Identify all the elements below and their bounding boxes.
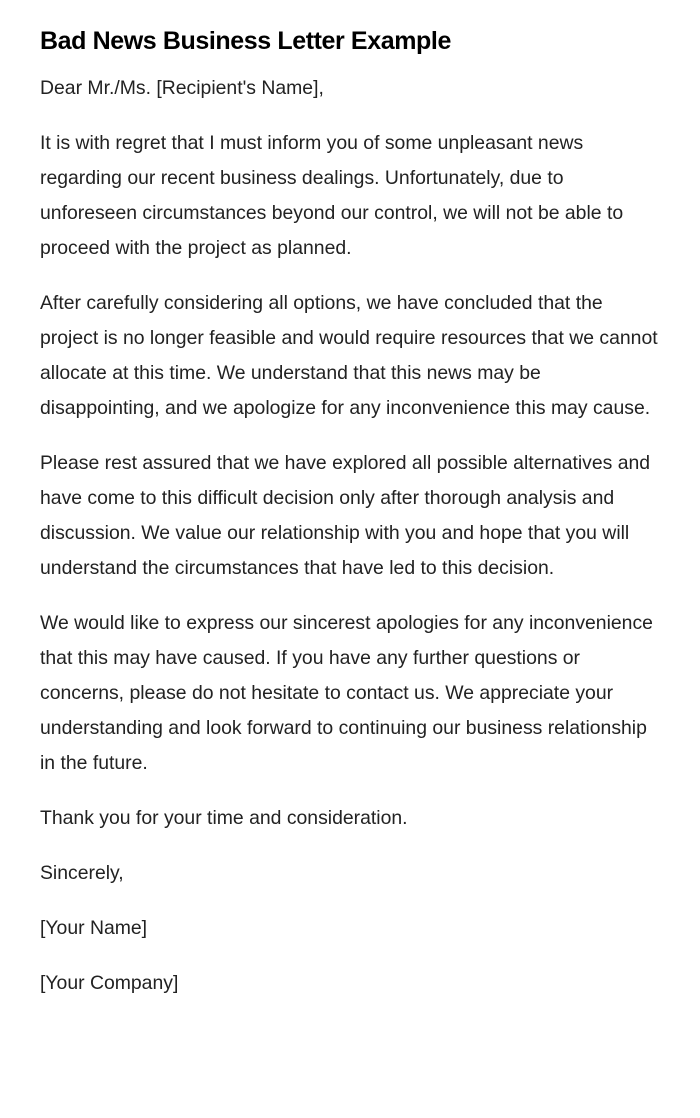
body-paragraph-1: It is with regret that I must inform you of some unpleasant news regarding our recent business dealings. Unfortunately, due to unforeseen circumstances beyond our control, we will not be able to proceed with the project as planned. [40,132,624,259]
signature-company: [Your Company] [40,972,179,994]
letter-title: Bad News Business Letter Example [40,27,451,55]
body-paragraph-2: After carefully considering all options, we have concluded that the project is no longer feasible and would require resources that we cannot allocate at this time. We understand that this news may be disappointing, and we apologize for any inconvenience this may cause. [40,292,658,419]
body-paragraph-3: Please rest assured that we have explored all possible alternatives and have come to this difficult decision only after thorough analysis and discussion. We value our relationship with you and hope that you will understand the circumstances that have led to this decision. [40,452,651,579]
body-paragraph-4: We would like to express our sincerest apologies for any inconvenience that this may have caused. If you have any further questions or concerns, please do not hesitate to contact us. We appreciate your understanding and look forward to continuing our business relationship in the future. [40,612,653,774]
salutation: Dear Mr./Ms. [Recipient's Name], [40,77,324,99]
signature-name: [Your Name] [40,917,148,939]
closing: Sincerely, [40,862,124,884]
body-paragraph-5: Thank you for your time and consideration. [40,807,408,829]
